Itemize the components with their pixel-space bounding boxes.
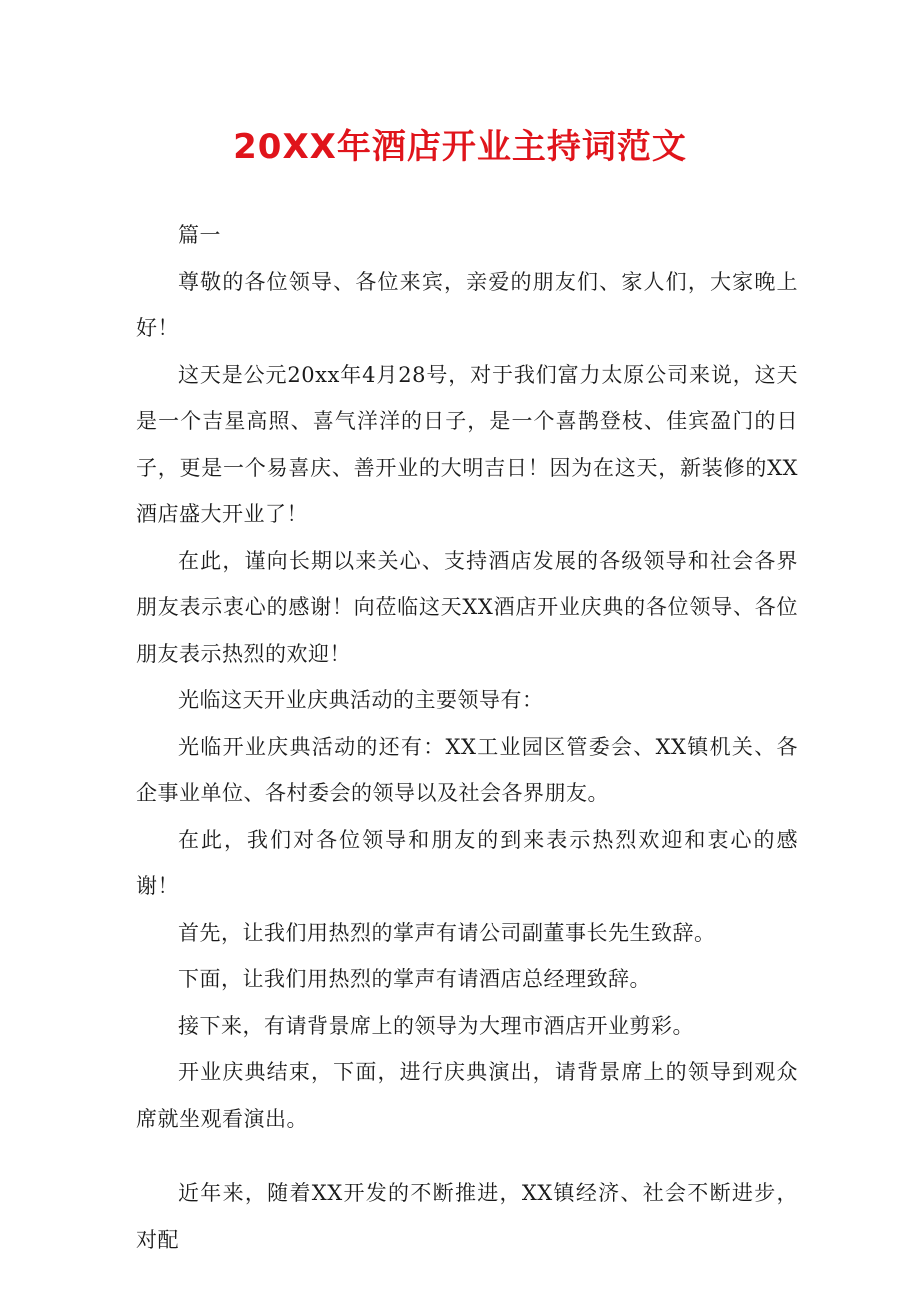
manager-speech-paragraph: 下面，让我们用热烈的掌声有请酒店总经理致辞。	[178, 967, 651, 991]
document-title: 20XX年酒店开业主持词范文	[233, 127, 687, 167]
ribbon-cutting-paragraph: 接下来，有请背景席上的领导为大理市酒店开业剪彩。	[178, 1013, 694, 1038]
performance-paragraph: 开业庆典结束，下面，进行庆典演出，请背景席上的领导到观众席就坐观看演出。	[136, 1060, 798, 1131]
document-body	[136, 212, 798, 1263]
opening-paragraph: 这天是公元20xx年4月28号，对于我们富力太原公司来说，这天是一个吉星高照、喜气洋洋的日子，是一个喜鹊登枝、佳宾盈门的日子，更是一个易喜庆、善开业的大明吉日！因为在这天，新装修的XX酒店盛大开业了！	[136, 362, 798, 526]
greeting-paragraph: 尊敬的各位领导、各位来宾，亲爱的朋友们、家人们，大家晚上好！	[136, 269, 798, 340]
leaders-paragraph: 光临这天开业庆典活动的主要领导有：	[178, 688, 544, 712]
welcome-paragraph: 在此，我们对各位领导和朋友的到来表示热烈欢迎和衷心的感谢！	[136, 827, 798, 898]
thanks-paragraph: 在此，谨向长期以来关心、支持酒店发展的各级领导和社会各界朋友表示衷心的感谢！向莅临这天XX酒店开业庆典的各位领导、各位朋友表示热烈的欢迎！	[136, 548, 798, 666]
development-paragraph: 近年来，随着XX开发的不断推进，XX镇经济、社会不断进步，对配	[136, 1181, 798, 1252]
guests-paragraph: 光临开业庆典活动的还有：XX工业园区管委会、XX镇机关、各企事业单位、各村委会的领导以及社会各界朋友。	[136, 734, 798, 805]
vice-chairman-speech-paragraph: 首先，让我们用热烈的掌声有请公司副董事长先生致辞。	[178, 920, 716, 945]
section-heading: 篇一	[178, 223, 221, 247]
